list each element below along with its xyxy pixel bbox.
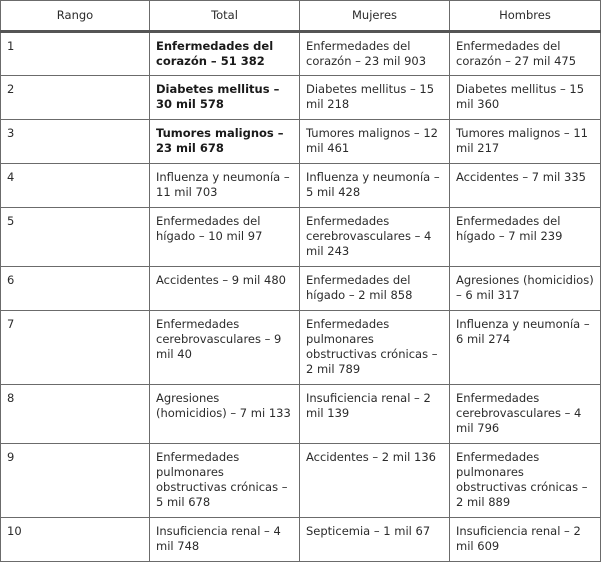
hombres-cell: Diabetes mellitus – 15 mil 360 — [450, 76, 601, 120]
total-cell: Enfermedades del corazón – 51 382 — [150, 32, 300, 76]
mujeres-cell: Tumores malignos – 12 mil 461 — [300, 120, 450, 164]
table-row — [1, 32, 601, 76]
mujeres-cell: Insuficiencia renal – 2 mil 139 — [300, 385, 450, 444]
total-cell: Insuficiencia renal – 4 mil 748 — [150, 518, 300, 562]
header-hombres: Hombres — [450, 1, 601, 32]
table-row — [1, 311, 601, 385]
rank-cell: 2 — [1, 76, 150, 120]
rank-cell: 7 — [1, 311, 150, 385]
rank-cell: 1 — [1, 32, 150, 76]
mujeres-cell: Diabetes mellitus – 15 mil 218 — [300, 76, 450, 120]
hombres-cell: Accidentes – 7 mil 335 — [450, 164, 601, 208]
table-row — [1, 208, 601, 267]
table-row — [1, 164, 601, 208]
table-row — [1, 267, 601, 311]
hombres-cell: Insuficiencia renal – 2 mil 609 — [450, 518, 601, 562]
rank-cell: 9 — [1, 444, 150, 518]
total-cell: Accidentes – 9 mil 480 — [150, 267, 300, 311]
total-cell: Enfermedades del hígado – 10 mil 97 — [150, 208, 300, 267]
mujeres-cell: Enfermedades pulmonares obstructivas crónicas – 2 mil 789 — [300, 311, 450, 385]
total-cell: Influenza y neumonía – 11 mil 703 — [150, 164, 300, 208]
header-row — [1, 1, 601, 32]
rank-cell: 10 — [1, 518, 150, 562]
table-row — [1, 444, 601, 518]
table-row — [1, 385, 601, 444]
mujeres-cell: Enfermedades del hígado – 2 mil 858 — [300, 267, 450, 311]
total-cell: Agresiones (homicidios) – 7 mi 133 — [150, 385, 300, 444]
rank-cell: 5 — [1, 208, 150, 267]
hombres-cell: Enfermedades pulmonares obstructivas crónicas – 2 mil 889 — [450, 444, 601, 518]
hombres-cell: Enfermedades cerebrovasculares – 4 mil 796 — [450, 385, 601, 444]
hombres-cell: Influenza y neumonía – 6 mil 274 — [450, 311, 601, 385]
mujeres-cell: Enfermedades cerebrovasculares – 4 mil 243 — [300, 208, 450, 267]
hombres-cell: Tumores malignos – 11 mil 217 — [450, 120, 601, 164]
total-cell: Enfermedades pulmonares obstructivas crónicas – 5 mil 678 — [150, 444, 300, 518]
rank-cell: 3 — [1, 120, 150, 164]
header-mujeres: Mujeres — [300, 1, 450, 32]
table-row — [1, 518, 601, 562]
header-total: Total — [150, 1, 300, 32]
hombres-cell: Enfermedades del corazón – 27 mil 475 — [450, 32, 601, 76]
total-cell: Tumores malignos – 23 mil 678 — [150, 120, 300, 164]
hombres-cell: Agresiones (homicidios) – 6 mil 317 — [450, 267, 601, 311]
mujeres-cell: Septicemia – 1 mil 67 — [300, 518, 450, 562]
mujeres-cell: Accidentes – 2 mil 136 — [300, 444, 450, 518]
rank-cell: 4 — [1, 164, 150, 208]
mujeres-cell: Enfermedades del corazón – 23 mil 903 — [300, 32, 450, 76]
total-cell: Enfermedades cerebrovasculares – 9 mil 40 — [150, 311, 300, 385]
total-cell: Diabetes mellitus – 30 mil 578 — [150, 76, 300, 120]
header-rango: Rango — [1, 1, 150, 32]
table-row — [1, 120, 601, 164]
table-row — [1, 76, 601, 120]
hombres-cell: Enfermedades del hígado – 7 mil 239 — [450, 208, 601, 267]
rank-cell: 6 — [1, 267, 150, 311]
rank-cell: 8 — [1, 385, 150, 444]
mujeres-cell: Influenza y neumonía – 5 mil 428 — [300, 164, 450, 208]
